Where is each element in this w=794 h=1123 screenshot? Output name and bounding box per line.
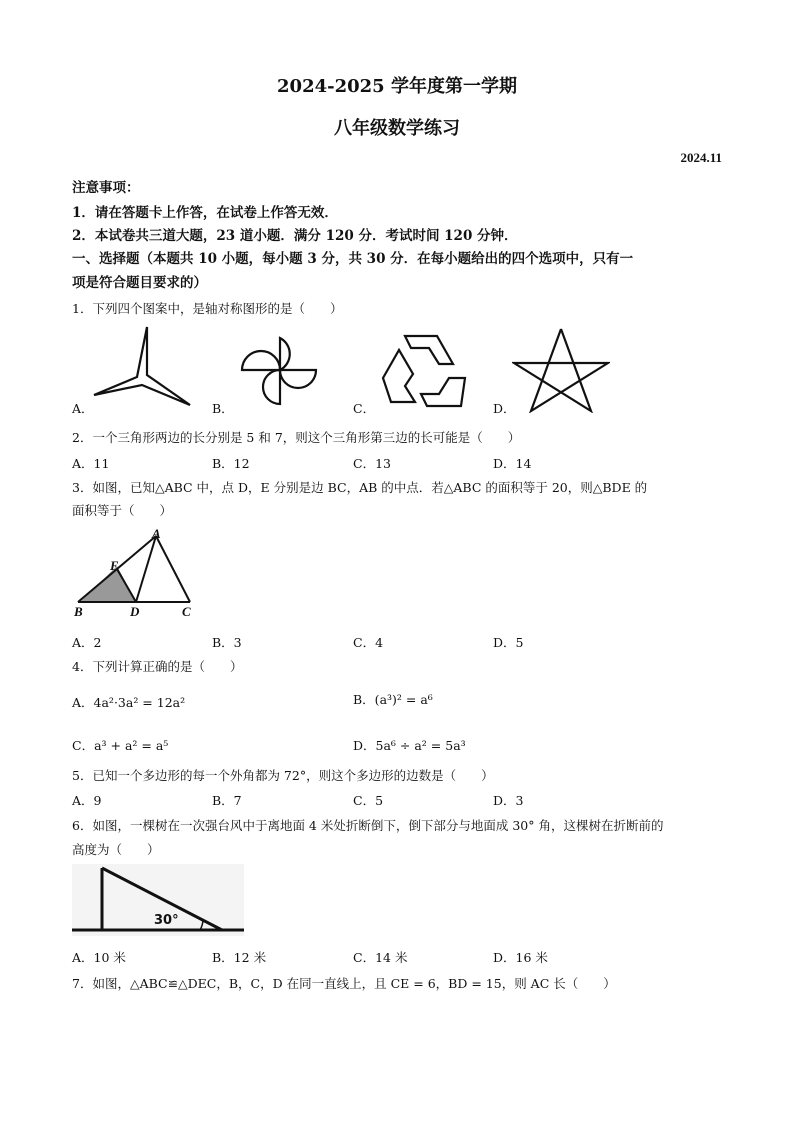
q1-option-c[interactable]: C． [353, 401, 376, 416]
q4-stem: 4．下列计算正确的是（ ） [72, 659, 243, 674]
q3-label-c: C [182, 604, 191, 618]
q3-label-d: D [130, 604, 140, 618]
q4-option-a[interactable]: A．4a²·3a² = 12a² [72, 695, 186, 710]
q3-label-e: E [110, 558, 119, 573]
q1-option-a[interactable]: A． [72, 401, 94, 416]
q4-option-d[interactable]: D．5a⁶ ÷ a² = 5a³ [353, 738, 466, 753]
q6-option-a[interactable]: A．10 米 [72, 950, 126, 965]
q2-stem: 2．一个三角形两边的长分别是 5 和 7，则这个三角形第三边的长可能是（ ） [72, 430, 521, 445]
section-heading-line2: 项是符合题目要求的） [72, 275, 207, 291]
q4-option-c[interactable]: C．a³ + a² = a⁵ [72, 738, 169, 753]
q5-option-d[interactable]: D．3 [493, 793, 524, 808]
q3-option-a[interactable]: A．2 [72, 635, 102, 650]
q3-label-a: A [152, 526, 161, 541]
q4-option-b[interactable]: B．(a³)² = a⁶ [353, 692, 433, 707]
q1-stem: 1．下列四个图案中，是轴对称图形的是（ ） [72, 301, 343, 316]
q2-option-a[interactable]: A．11 [72, 456, 110, 471]
exam-date: 2024.11 [680, 150, 722, 165]
q6-option-b[interactable]: B．12 米 [212, 950, 267, 965]
notes-item-2: 2．本试卷共三道大题，23 道小题．满分 120 分．考试时间 120 分钟． [72, 228, 518, 244]
q2-option-d[interactable]: D．14 [493, 456, 532, 471]
q1-option-d[interactable]: D． [493, 401, 516, 416]
q3-shaded-triangle [80, 566, 136, 602]
q5-option-a[interactable]: A．9 [72, 793, 102, 808]
q3-stem-line1: 3．如图，已知△ABC 中，点 D，E 分别是边 BC，AB 的中点．若△ABC 的面积等于 20，则△BDE 的 [72, 480, 648, 495]
q1-figure-b [232, 330, 327, 410]
q6-stem-line1: 6．如图，一棵树在一次强台风中于离地面 4 米处折断倒下，倒下部分与地面成 30° 角，这棵树在折断前的 [72, 818, 664, 833]
q7-stem: 7．如图，△ABC≌△DEC，B，C，D 在同一直线上，且 CE = 6，BD = 15，则 AC 长（ ） [72, 976, 616, 991]
q6-stem-line2: 高度为（ ） [72, 842, 160, 857]
q3-option-b[interactable]: B．3 [212, 635, 242, 650]
q2-option-c[interactable]: C．13 [353, 456, 391, 471]
q5-option-b[interactable]: B．7 [212, 793, 242, 808]
exam-subtitle: 八年级数学练习 [334, 118, 460, 139]
section-heading-line1: 一、选择题（本题共 10 小题，每小题 3 分，共 30 分．在每小题给出的四个选项中，只有一 [72, 251, 634, 267]
q1-figure-d [512, 325, 610, 413]
q6-angle-label: 30° [154, 913, 179, 928]
q1-figure-c [375, 328, 470, 410]
notes-heading: 注意事项： [72, 180, 140, 196]
q3-option-c[interactable]: C．4 [353, 635, 384, 650]
exam-title: 2024-2025 学年度第一学期 [277, 76, 517, 97]
notes-item-1: 1．请在答题卡上作答，在试卷上作答无效． [72, 205, 338, 221]
q1-figure-a [92, 325, 202, 407]
q6-option-c[interactable]: C．14 米 [353, 950, 408, 965]
q3-label-b: B [74, 604, 83, 618]
q5-stem: 5．已知一个多边形的每一个外角都为 72°，则这个多边形的边数是（ ） [72, 768, 494, 783]
q5-option-c[interactable]: C．5 [353, 793, 384, 808]
q6-option-d[interactable]: D．16 米 [493, 950, 548, 965]
q3-option-d[interactable]: D．5 [493, 635, 524, 650]
q1-option-b[interactable]: B． [212, 401, 234, 416]
q6-tree-figure [72, 864, 244, 936]
q2-option-b[interactable]: B．12 [212, 456, 250, 471]
q3-stem-line2: 面积等于（ ） [72, 503, 173, 518]
q3-triangle-figure [72, 526, 202, 618]
